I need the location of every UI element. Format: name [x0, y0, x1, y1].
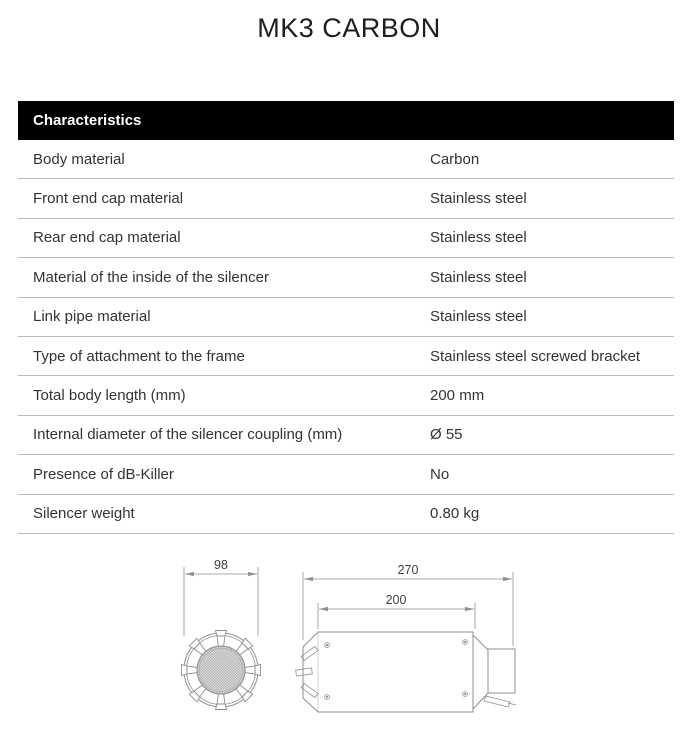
page-title: MK3 CARBON — [257, 13, 441, 43]
spec-label: Rear end cap material — [33, 229, 181, 247]
table-row — [18, 219, 674, 258]
spec-label: Type of attachment to the frame — [33, 347, 245, 365]
spec-value: Stainless steel screwed bracket — [430, 347, 641, 365]
spec-value: Stainless steel — [430, 268, 527, 286]
spec-label: Total body length (mm) — [33, 387, 186, 405]
spec-value: 200 mm — [430, 387, 485, 405]
spec-value: Stainless steel — [430, 190, 527, 208]
table-row — [18, 455, 674, 494]
spec-label: Link pipe material — [33, 308, 151, 326]
table-row — [18, 140, 674, 179]
table-row — [18, 298, 674, 337]
spec-label: Body material — [33, 150, 125, 168]
silencer-technical-drawing — [140, 548, 570, 725]
dim-front-diameter: 98 — [214, 558, 228, 572]
dim-overall-length: 270 — [397, 563, 419, 577]
spec-value: Carbon — [430, 150, 480, 168]
spec-value: 0.80 kg — [430, 505, 480, 523]
spec-value: Ø 55 — [430, 426, 463, 444]
spec-value: No — [430, 465, 450, 483]
silencer-front-view — [182, 567, 261, 710]
spec-value: Stainless steel — [430, 229, 527, 247]
table-row — [18, 495, 674, 534]
table-row — [18, 376, 674, 415]
spec-label: Silencer weight — [33, 505, 135, 523]
spec-value: Stainless steel — [430, 308, 527, 326]
spec-label: Material of the inside of the silencer — [33, 268, 269, 286]
spec-label: Front end cap material — [33, 190, 184, 208]
table-row — [18, 337, 674, 376]
table-row — [18, 179, 674, 218]
spec-label: Presence of dB-Killer — [33, 465, 174, 483]
table-header: Characteristics — [18, 101, 674, 140]
characteristics-table — [18, 101, 674, 534]
dim-body-length: 200 — [385, 593, 407, 607]
table-row — [18, 416, 674, 455]
spec-label: Internal diameter of the silencer coupling (mm) — [33, 426, 343, 444]
table-row — [18, 258, 674, 297]
